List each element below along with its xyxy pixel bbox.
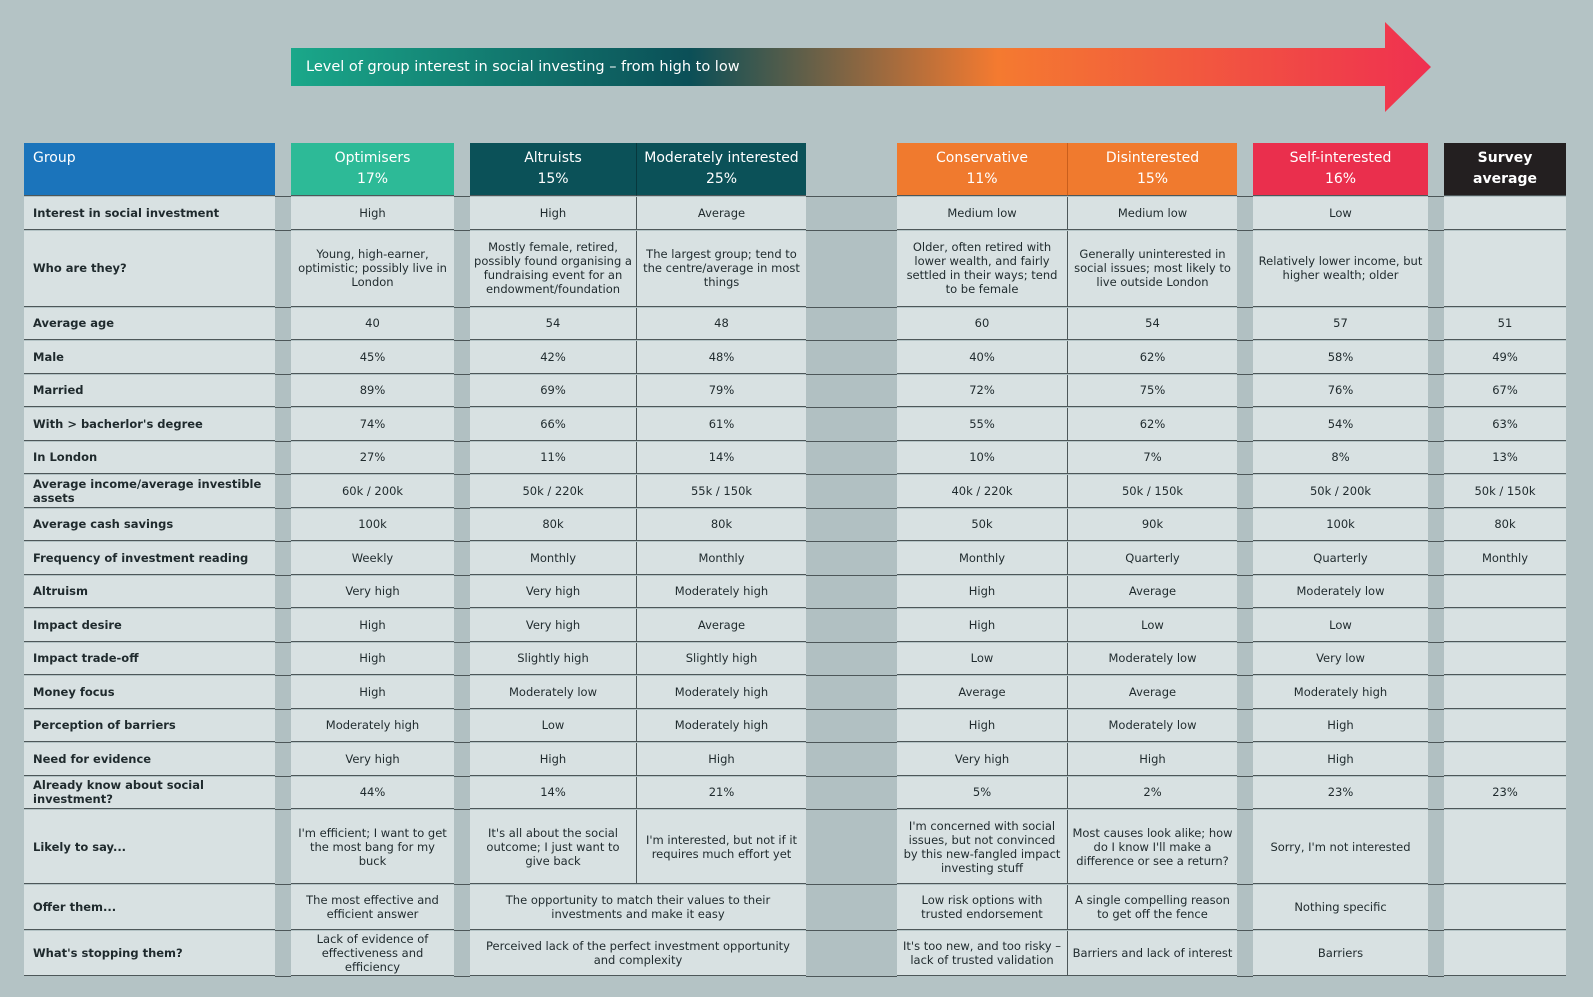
cell-conservative: Older, often retired with lower wealth, and fairly settled in their ways; tend to be female [897,231,1067,307]
column-gap [1237,576,1253,610]
cell-survey-average: 67% [1444,375,1566,408]
cell-disinterested: Moderately low [1067,710,1237,743]
segment-table [24,143,1566,977]
cell-optimisers: Young, high-earner, optimistic; possibly live in London [291,231,454,307]
column-gap [1237,609,1253,643]
cell-self-interested: Barriers [1253,931,1428,976]
cell-moderately-interested: Moderately high [636,710,806,743]
column-gap [454,710,470,744]
header-name: Survey average [1473,150,1537,187]
row-label: Average age [24,308,275,341]
cell-conservative: High [897,710,1067,743]
cell-moderately-interested: 21% [636,777,806,810]
header-name: Optimisers [334,150,411,166]
cell-self-interested: Low [1253,197,1428,230]
cell-self-interested: Sorry, I'm not interested [1253,810,1428,884]
column-gap [1428,375,1444,409]
cell-moderately-interested: 80k [636,509,806,542]
row-label: In London [24,442,275,475]
row-label: Average income/average investible assets [24,475,275,508]
header-name: Conservative [935,150,1029,166]
column-gap [454,777,470,811]
column-gap [806,231,897,308]
header-pct: 25% [705,171,738,187]
column-gap [275,643,291,677]
column-gap [806,676,897,710]
column-gap [1428,231,1444,308]
column-gap [806,576,897,610]
column-gap [275,375,291,409]
row-label: Already know about social investment? [24,777,275,810]
cell-survey-average [1444,643,1566,676]
column-gap [1237,341,1253,375]
cell-self-interested: High [1253,743,1428,776]
column-gap [1237,197,1253,231]
column-gap [806,777,897,811]
cell-moderately-interested: 79% [636,375,806,408]
cell-survey-average [1444,576,1566,609]
row-label: Interest in social investment [24,197,275,230]
row-label: What's stopping them? [24,931,275,976]
cell-disinterested: 54 [1067,308,1237,341]
column-gap [806,375,897,409]
cell-survey-average [1444,931,1566,976]
column-gap [454,341,470,375]
cell-conservative: 5% [897,777,1067,810]
column-gap [1428,143,1444,197]
cell-disinterested: High [1067,743,1237,776]
cell-self-interested: Moderately low [1253,576,1428,609]
cell-altruists-moderately-merged: Perceived lack of the perfect investment opportunity and complexity [470,931,806,976]
cell-altruists: 14% [470,777,636,810]
cell-self-interested: 8% [1253,442,1428,475]
column-gap [1428,475,1444,509]
column-gap [275,885,291,931]
column-gap [1237,408,1253,442]
column-gap [806,810,897,885]
cell-altruists: Very high [470,609,636,642]
cell-disinterested: 2% [1067,777,1237,810]
cell-optimisers: High [291,197,454,230]
cell-survey-average [1444,743,1566,776]
cell-conservative: Very high [897,743,1067,776]
cell-survey-average [1444,231,1566,307]
column-gap [454,442,470,476]
cell-altruists: 66% [470,408,636,441]
cell-altruists: High [470,743,636,776]
cell-disinterested: 50k / 150k [1067,475,1237,508]
row-label: Frequency of investment reading [24,542,275,575]
cell-altruists: 42% [470,341,636,374]
cell-disinterested: 62% [1067,341,1237,374]
cell-conservative: I'm concerned with social issues, but not convinced by this new-fangled impact investing stuff [897,810,1067,884]
cell-disinterested: Quarterly [1067,542,1237,575]
cell-moderately-interested: Moderately high [636,576,806,609]
column-gap [275,542,291,576]
column-gap [806,885,897,931]
column-gap [806,643,897,677]
header-group-label: Group [33,150,76,166]
cell-disinterested: Medium low [1067,197,1237,230]
column-gap [1428,710,1444,744]
cell-survey-average [1444,885,1566,930]
cell-optimisers: High [291,643,454,676]
header-group [24,143,275,196]
header-self-interested [1253,143,1428,196]
cell-self-interested: Very low [1253,643,1428,676]
column-gap [1237,777,1253,811]
cell-disinterested: Average [1067,576,1237,609]
column-gap [275,143,291,197]
arrow-label: Level of group interest in social investing – from high to low [306,59,740,75]
cell-self-interested: 76% [1253,375,1428,408]
column-gap [1428,542,1444,576]
row-label: Who are they? [24,231,275,307]
column-gap [1237,743,1253,777]
column-gap [275,710,291,744]
column-gap [1428,442,1444,476]
cell-survey-average: Monthly [1444,542,1566,575]
column-gap [1428,197,1444,231]
column-gap [1428,408,1444,442]
cell-disinterested: Generally uninterested in social issues; most likely to live outside London [1067,231,1237,307]
column-gap [454,643,470,677]
column-gap [1237,885,1253,931]
column-gap [275,442,291,476]
cell-optimisers: Weekly [291,542,454,575]
cell-altruists: 69% [470,375,636,408]
column-gap [806,408,897,442]
column-gap [275,308,291,342]
column-gap [1237,676,1253,710]
cell-moderately-interested: Average [636,197,806,230]
column-gap [1237,143,1253,197]
cell-optimisers: Very high [291,576,454,609]
cell-conservative: Low risk options with trusted endorsement [897,885,1067,930]
column-gap [454,197,470,231]
cell-conservative: High [897,576,1067,609]
column-gap [806,931,897,977]
column-gap [275,231,291,308]
cell-optimisers: 40 [291,308,454,341]
row-label: Impact trade-off [24,643,275,676]
column-gap [275,197,291,231]
row-label: Impact desire [24,609,275,642]
column-gap [275,341,291,375]
cell-optimisers: High [291,609,454,642]
cell-survey-average [1444,810,1566,884]
cell-self-interested: Nothing specific [1253,885,1428,930]
row-label: Average cash savings [24,509,275,542]
column-gap [454,609,470,643]
cell-survey-average [1444,197,1566,230]
cell-moderately-interested: 61% [636,408,806,441]
column-gap [1428,931,1444,977]
cell-moderately-interested: The largest group; tend to the centre/average in most things [636,231,806,307]
cell-optimisers: 60k / 200k [291,475,454,508]
row-label: Money focus [24,676,275,709]
cell-disinterested: Most causes look alike; how do I know I'll make a difference or see a return? [1067,810,1237,884]
column-gap [1237,442,1253,476]
column-gap [1237,710,1253,744]
column-gap [1237,475,1253,509]
column-gap [806,143,897,197]
column-gap [454,810,470,885]
column-gap [1428,576,1444,610]
column-gap [454,931,470,977]
cell-disinterested: 90k [1067,509,1237,542]
cell-survey-average: 13% [1444,442,1566,475]
cell-survey-average: 80k [1444,509,1566,542]
cell-conservative: 40% [897,341,1067,374]
row-label: Married [24,375,275,408]
cell-disinterested: Moderately low [1067,643,1237,676]
header-survey-average [1444,143,1566,196]
cell-altruists: High [470,197,636,230]
cell-survey-average: 49% [1444,341,1566,374]
cell-altruists: Moderately low [470,676,636,709]
header-pct: 15% [1136,171,1169,187]
cell-conservative: Low [897,643,1067,676]
cell-survey-average [1444,710,1566,743]
header-pct: 17% [356,171,389,187]
column-gap [275,777,291,811]
cell-moderately-interested: 55k / 150k [636,475,806,508]
header-name: Self-interested [1289,150,1392,166]
column-gap [454,308,470,342]
header-altruists [470,143,636,196]
column-gap [454,885,470,931]
cell-moderately-interested: Moderately high [636,676,806,709]
header-name: Disinterested [1105,150,1200,166]
column-gap [806,710,897,744]
cell-conservative: 72% [897,375,1067,408]
column-gap [1237,643,1253,677]
column-gap [806,341,897,375]
cell-survey-average: 51 [1444,308,1566,341]
column-gap [806,197,897,231]
column-gap [806,743,897,777]
interest-level-arrow [291,22,1431,112]
cell-self-interested: Low [1253,609,1428,642]
column-gap [1428,643,1444,677]
column-gap [275,576,291,610]
row-label: With > bacherlor's degree [24,408,275,441]
column-gap [1237,810,1253,885]
cell-self-interested: Relatively lower income, but higher wealth; older [1253,231,1428,307]
cell-altruists: 80k [470,509,636,542]
cell-survey-average [1444,609,1566,642]
column-gap [1428,676,1444,710]
cell-optimisers: Lack of evidence of effectiveness and efficiency [291,931,454,976]
row-label: Male [24,341,275,374]
column-gap [806,475,897,509]
column-gap [1428,509,1444,543]
column-gap [806,442,897,476]
header-optimisers [291,143,454,196]
column-gap [275,810,291,885]
cell-altruists: Slightly high [470,643,636,676]
column-gap [454,231,470,308]
column-gap [275,743,291,777]
cell-optimisers: I'm efficient; I want to get the most bang for my buck [291,810,454,884]
cell-optimisers: Moderately high [291,710,454,743]
cell-optimisers: 100k [291,509,454,542]
column-gap [1428,341,1444,375]
cell-optimisers: 45% [291,341,454,374]
cell-optimisers: High [291,676,454,709]
header-conservative [897,143,1067,196]
cell-self-interested: 54% [1253,408,1428,441]
column-gap [806,308,897,342]
cell-conservative: 40k / 220k [897,475,1067,508]
cell-self-interested: Quarterly [1253,542,1428,575]
column-gap [275,609,291,643]
column-gap [275,509,291,543]
column-gap [454,143,470,197]
cell-altruists: Mostly female, retired, possibly found organising a fundraising event for an endowment/foundation [470,231,636,307]
cell-optimisers: 74% [291,408,454,441]
column-gap [454,509,470,543]
column-gap [275,475,291,509]
cell-altruists: 54 [470,308,636,341]
column-gap [454,408,470,442]
cell-disinterested: 75% [1067,375,1237,408]
column-gap [806,509,897,543]
header-pct: 16% [1324,171,1357,187]
column-gap [1428,308,1444,342]
column-gap [1428,810,1444,885]
header-disinterested [1067,143,1237,196]
column-gap [1237,509,1253,543]
column-gap [1428,885,1444,931]
header-name: Moderately interested [644,150,799,166]
cell-conservative: Monthly [897,542,1067,575]
cell-survey-average: 63% [1444,408,1566,441]
cell-moderately-interested: 14% [636,442,806,475]
cell-moderately-interested: 48 [636,308,806,341]
column-gap [454,475,470,509]
cell-moderately-interested: I'm interested, but not if it requires much effort yet [636,810,806,884]
header-pct: 15% [537,171,569,187]
column-gap [1237,542,1253,576]
cell-self-interested: 100k [1253,509,1428,542]
column-gap [1237,931,1253,977]
cell-self-interested: 50k / 200k [1253,475,1428,508]
cell-altruists: 50k / 220k [470,475,636,508]
cell-optimisers: 89% [291,375,454,408]
cell-optimisers: Very high [291,743,454,776]
cell-altruists: Low [470,710,636,743]
column-gap [1428,777,1444,811]
cell-conservative: 60 [897,308,1067,341]
cell-moderately-interested: Average [636,609,806,642]
cell-altruists-moderately-merged: The opportunity to match their values to their investments and make it easy [470,885,806,930]
cell-disinterested: Low [1067,609,1237,642]
column-gap [454,542,470,576]
cell-optimisers: 44% [291,777,454,810]
cell-conservative: 10% [897,442,1067,475]
cell-disinterested: Average [1067,676,1237,709]
row-label: Likely to say... [24,810,275,884]
cell-survey-average: 50k / 150k [1444,475,1566,508]
column-gap [806,542,897,576]
column-gap [275,676,291,710]
header-moderately-interested [636,143,806,196]
column-gap [806,609,897,643]
column-gap [454,743,470,777]
cell-self-interested: 23% [1253,777,1428,810]
header-name: Altruists [524,150,582,166]
cell-conservative: 50k [897,509,1067,542]
column-gap [1237,375,1253,409]
row-label: Perception of barriers [24,710,275,743]
cell-altruists: Monthly [470,542,636,575]
cell-moderately-interested: Monthly [636,542,806,575]
cell-optimisers: 27% [291,442,454,475]
column-gap [1428,743,1444,777]
cell-self-interested: 57 [1253,308,1428,341]
cell-self-interested: Moderately high [1253,676,1428,709]
header-pct: 11% [966,171,998,187]
cell-altruists: Very high [470,576,636,609]
cell-conservative: Average [897,676,1067,709]
cell-conservative: 55% [897,408,1067,441]
cell-disinterested: 62% [1067,408,1237,441]
cell-survey-average: 23% [1444,777,1566,810]
cell-conservative: High [897,609,1067,642]
cell-disinterested: Barriers and lack of interest [1067,931,1237,976]
cell-survey-average [1444,676,1566,709]
column-gap [1237,231,1253,308]
column-gap [275,931,291,977]
cell-conservative: It's too new, and too risky – lack of trusted validation [897,931,1067,976]
column-gap [1237,308,1253,342]
cell-disinterested: 7% [1067,442,1237,475]
column-gap [454,576,470,610]
cell-disinterested: A single compelling reason to get off the fence [1067,885,1237,930]
row-label: Offer them... [24,885,275,930]
cell-self-interested: 58% [1253,341,1428,374]
cell-conservative: Medium low [897,197,1067,230]
column-gap [1428,609,1444,643]
column-gap [454,375,470,409]
row-label: Need for evidence [24,743,275,776]
cell-altruists: 11% [470,442,636,475]
column-gap [454,676,470,710]
cell-optimisers: The most effective and efficient answer [291,885,454,930]
cell-moderately-interested: 48% [636,341,806,374]
cell-moderately-interested: Slightly high [636,643,806,676]
cell-moderately-interested: High [636,743,806,776]
cell-self-interested: High [1253,710,1428,743]
row-label: Altruism [24,576,275,609]
column-gap [275,408,291,442]
cell-altruists: It's all about the social outcome; I just want to give back [470,810,636,884]
